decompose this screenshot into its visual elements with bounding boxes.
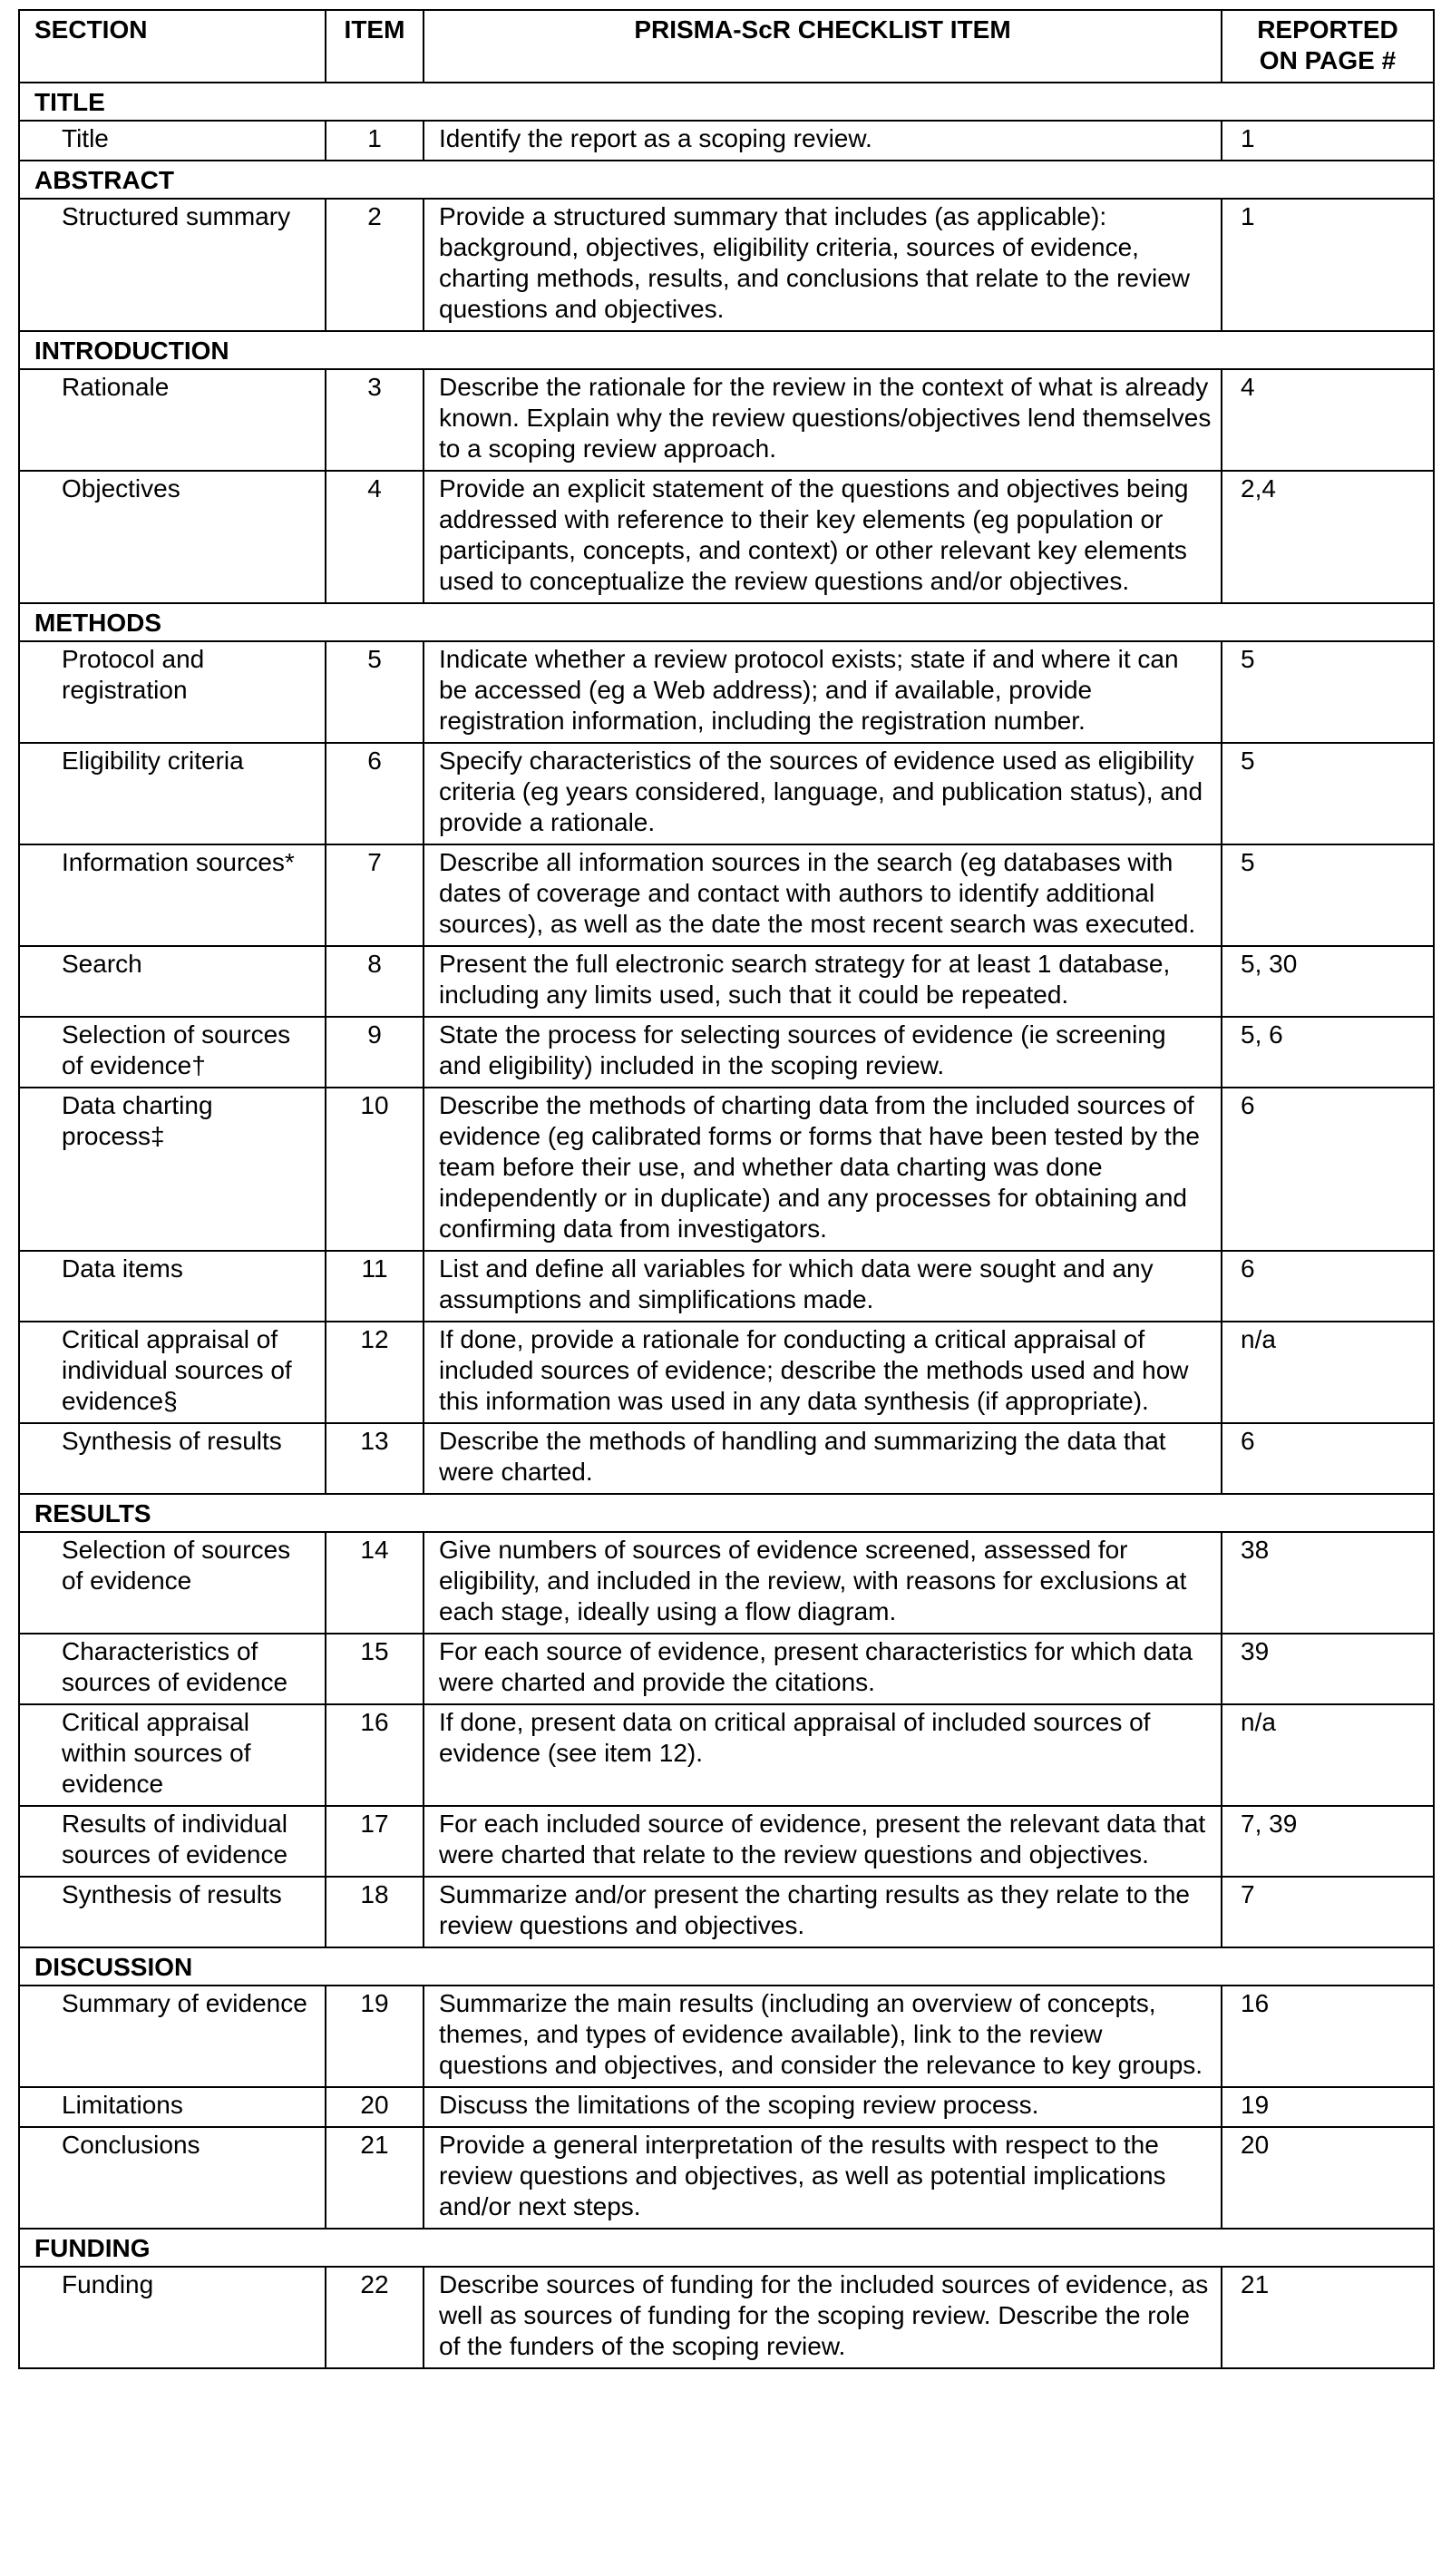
reported-page-cell: 6 <box>1222 1423 1434 1494</box>
checklist-description-cell: Provide a structured summary that includes (as applicable): background, objectives, eligibility criteria, sources of evidence, charting methods, results, and conclusions that relate to the review questions and objectives. <box>424 199 1222 331</box>
reported-page-cell: 7, 39 <box>1222 1806 1434 1877</box>
reported-page-cell: 16 <box>1222 1986 1434 2087</box>
topic-cell: Limitations <box>19 2087 326 2127</box>
topic-cell: Funding <box>19 2267 326 2368</box>
section-header-row <box>19 1494 1434 1532</box>
item-number-cell: 17 <box>326 1806 424 1877</box>
table-row <box>19 1088 1434 1251</box>
checklist-body <box>19 83 1434 2368</box>
topic-cell: Synthesis of results <box>19 1877 326 1947</box>
checklist-description-cell: Describe the methods of charting data from the included sources of evidence (eg calibrated forms or forms that have been tested by the team before their use, and whether data charting was done independently or in duplicate) and any processes for obtaining and confirming data from investigators. <box>424 1088 1222 1251</box>
checklist-description-cell: If done, provide a rationale for conducting a critical appraisal of included sources of evidence; describe the methods used and how this information was used in any data synthesis (if appropriate). <box>424 1322 1222 1423</box>
checklist-description-cell: Indicate whether a review protocol exists; state if and where it can be accessed (eg a Web address); and if available, provide registration information, including the registration number. <box>424 641 1222 743</box>
checklist-description-cell: Give numbers of sources of evidence screened, assessed for eligibility, and included in the review, with reasons for exclusions at each stage, ideally using a flow diagram. <box>424 1532 1222 1634</box>
table-row <box>19 1877 1434 1947</box>
table-row <box>19 2127 1434 2229</box>
section-header-row <box>19 1947 1434 1986</box>
table-row <box>19 121 1434 161</box>
table-row <box>19 1251 1434 1322</box>
checklist-description-cell: Describe all information sources in the search (eg databases with dates of coverage and contact with authors to identify additional sources), as well as the date the most recent search was executed. <box>424 844 1222 946</box>
topic-cell: Title <box>19 121 326 161</box>
section-header-row <box>19 2229 1434 2267</box>
table-row <box>19 1986 1434 2087</box>
table-row <box>19 1532 1434 1634</box>
checklist-description-cell: If done, present data on critical appraisal of included sources of evidence (see item 12). <box>424 1704 1222 1806</box>
topic-cell: Rationale <box>19 369 326 471</box>
section-heading: DISCUSSION <box>19 1947 1434 1986</box>
reported-page-cell: 1 <box>1222 121 1434 161</box>
item-number-cell: 10 <box>326 1088 424 1251</box>
topic-cell: Selection of sources of evidence <box>19 1532 326 1634</box>
table-row <box>19 743 1434 844</box>
table-row <box>19 1322 1434 1423</box>
header-row <box>19 10 1434 83</box>
reported-page-cell: 5, 6 <box>1222 1017 1434 1088</box>
table-row <box>19 1704 1434 1806</box>
reported-page-cell: 21 <box>1222 2267 1434 2368</box>
checklist-description-cell: Present the full electronic search strategy for at least 1 database, including any limits used, such that it could be repeated. <box>424 946 1222 1017</box>
section-header-row <box>19 161 1434 199</box>
table-row <box>19 1634 1434 1704</box>
table-row <box>19 946 1434 1017</box>
item-number-cell: 7 <box>326 844 424 946</box>
item-number-cell: 12 <box>326 1322 424 1423</box>
checklist-description-cell: Discuss the limitations of the scoping review process. <box>424 2087 1222 2127</box>
checklist-description-cell: Describe the methods of handling and summarizing the data that were charted. <box>424 1423 1222 1494</box>
reported-page-cell: 19 <box>1222 2087 1434 2127</box>
checklist-description-cell: Describe the rationale for the review in the context of what is already known. Explain why the review questions/objectives lend themselves to a scoping review approach. <box>424 369 1222 471</box>
checklist-description-cell: Specify characteristics of the sources of evidence used as eligibility criteria (eg years considered, language, and publication status), and provide a rationale. <box>424 743 1222 844</box>
table-row <box>19 2087 1434 2127</box>
checklist-description-cell: State the process for selecting sources of evidence (ie screening and eligibility) included in the scoping review. <box>424 1017 1222 1088</box>
table-row <box>19 844 1434 946</box>
reported-page-cell: 5 <box>1222 743 1434 844</box>
checklist-description-cell: List and define all variables for which data were sought and any assumptions and simplifications made. <box>424 1251 1222 1322</box>
reported-page-cell: n/a <box>1222 1322 1434 1423</box>
section-heading: FUNDING <box>19 2229 1434 2267</box>
item-number-cell: 9 <box>326 1017 424 1088</box>
item-number-cell: 22 <box>326 2267 424 2368</box>
reported-page-cell: 4 <box>1222 369 1434 471</box>
prisma-scr-checklist-table <box>18 9 1435 2369</box>
topic-cell: Data charting process‡ <box>19 1088 326 1251</box>
item-number-cell: 2 <box>326 199 424 331</box>
item-number-cell: 18 <box>326 1877 424 1947</box>
item-number-cell: 8 <box>326 946 424 1017</box>
item-number-cell: 16 <box>326 1704 424 1806</box>
reported-page-cell: 20 <box>1222 2127 1434 2229</box>
section-header-row <box>19 83 1434 121</box>
topic-cell: Selection of sources of evidence† <box>19 1017 326 1088</box>
section-heading: ABSTRACT <box>19 161 1434 199</box>
topic-cell: Search <box>19 946 326 1017</box>
reported-page-cell: 5 <box>1222 844 1434 946</box>
reported-page-cell: 2,4 <box>1222 471 1434 603</box>
section-heading: RESULTS <box>19 1494 1434 1532</box>
topic-cell: Characteristics of sources of evidence <box>19 1634 326 1704</box>
section-header-row <box>19 331 1434 369</box>
item-number-cell: 3 <box>326 369 424 471</box>
topic-cell: Eligibility criteria <box>19 743 326 844</box>
reported-page-cell: n/a <box>1222 1704 1434 1806</box>
checklist-description-cell: Provide a general interpretation of the results with respect to the review questions and objectives, as well as potential implications and/or next steps. <box>424 2127 1222 2229</box>
topic-cell: Synthesis of results <box>19 1423 326 1494</box>
topic-cell: Structured summary <box>19 199 326 331</box>
table-row <box>19 2267 1434 2368</box>
checklist-description-cell: For each included source of evidence, present the relevant data that were charted that relate to the review questions and objectives. <box>424 1806 1222 1877</box>
section-heading: INTRODUCTION <box>19 331 1434 369</box>
item-number-cell: 11 <box>326 1251 424 1322</box>
item-column-header: ITEM <box>326 10 424 83</box>
topic-cell: Summary of evidence <box>19 1986 326 2087</box>
topic-cell: Critical appraisal of individual sources of evidence§ <box>19 1322 326 1423</box>
reported-on-page-column-header: REPORTED ON PAGE # <box>1222 10 1434 83</box>
table-row <box>19 471 1434 603</box>
item-number-cell: 19 <box>326 1986 424 2087</box>
checklist-item-column-header: PRISMA-ScR CHECKLIST ITEM <box>424 10 1222 83</box>
checklist-description-cell: For each source of evidence, present characteristics for which data were charted and provide the citations. <box>424 1634 1222 1704</box>
reported-page-cell: 38 <box>1222 1532 1434 1634</box>
table-row <box>19 369 1434 471</box>
reported-page-cell: 5 <box>1222 641 1434 743</box>
topic-cell: Protocol and registration <box>19 641 326 743</box>
topic-cell: Critical appraisal within sources of evidence <box>19 1704 326 1806</box>
section-column-header: SECTION <box>19 10 326 83</box>
table-row <box>19 1017 1434 1088</box>
item-number-cell: 1 <box>326 121 424 161</box>
checklist-description-cell: Summarize the main results (including an overview of concepts, themes, and types of evidence available), link to the review questions and objectives, and consider the relevance to key groups. <box>424 1986 1222 2087</box>
item-number-cell: 4 <box>326 471 424 603</box>
reported-page-cell: 6 <box>1222 1251 1434 1322</box>
checklist-description-cell: Provide an explicit statement of the questions and objectives being addressed with reference to their key elements (eg population or participants, concepts, and context) or other relevant key elements used to conceptualize the review questions and/or objectives. <box>424 471 1222 603</box>
item-number-cell: 13 <box>326 1423 424 1494</box>
checklist-description-cell: Describe sources of funding for the included sources of evidence, as well as sources of funding for the scoping review. Describe the role of the funders of the scoping review. <box>424 2267 1222 2368</box>
topic-cell: Information sources* <box>19 844 326 946</box>
item-number-cell: 21 <box>326 2127 424 2229</box>
table-row <box>19 1423 1434 1494</box>
reported-page-cell: 5, 30 <box>1222 946 1434 1017</box>
section-header-row <box>19 603 1434 641</box>
topic-cell: Data items <box>19 1251 326 1322</box>
section-heading: METHODS <box>19 603 1434 641</box>
reported-page-cell: 39 <box>1222 1634 1434 1704</box>
checklist-description-cell: Identify the report as a scoping review. <box>424 121 1222 161</box>
topic-cell: Results of individual sources of evidence <box>19 1806 326 1877</box>
item-number-cell: 14 <box>326 1532 424 1634</box>
item-number-cell: 15 <box>326 1634 424 1704</box>
reported-page-cell: 6 <box>1222 1088 1434 1251</box>
topic-cell: Objectives <box>19 471 326 603</box>
section-heading: TITLE <box>19 83 1434 121</box>
reported-page-cell: 1 <box>1222 199 1434 331</box>
checklist-description-cell: Summarize and/or present the charting results as they relate to the review questions and objectives. <box>424 1877 1222 1947</box>
table-row <box>19 199 1434 331</box>
item-number-cell: 5 <box>326 641 424 743</box>
topic-cell: Conclusions <box>19 2127 326 2229</box>
table-row <box>19 1806 1434 1877</box>
item-number-cell: 6 <box>326 743 424 844</box>
table-row <box>19 641 1434 743</box>
item-number-cell: 20 <box>326 2087 424 2127</box>
reported-page-cell: 7 <box>1222 1877 1434 1947</box>
